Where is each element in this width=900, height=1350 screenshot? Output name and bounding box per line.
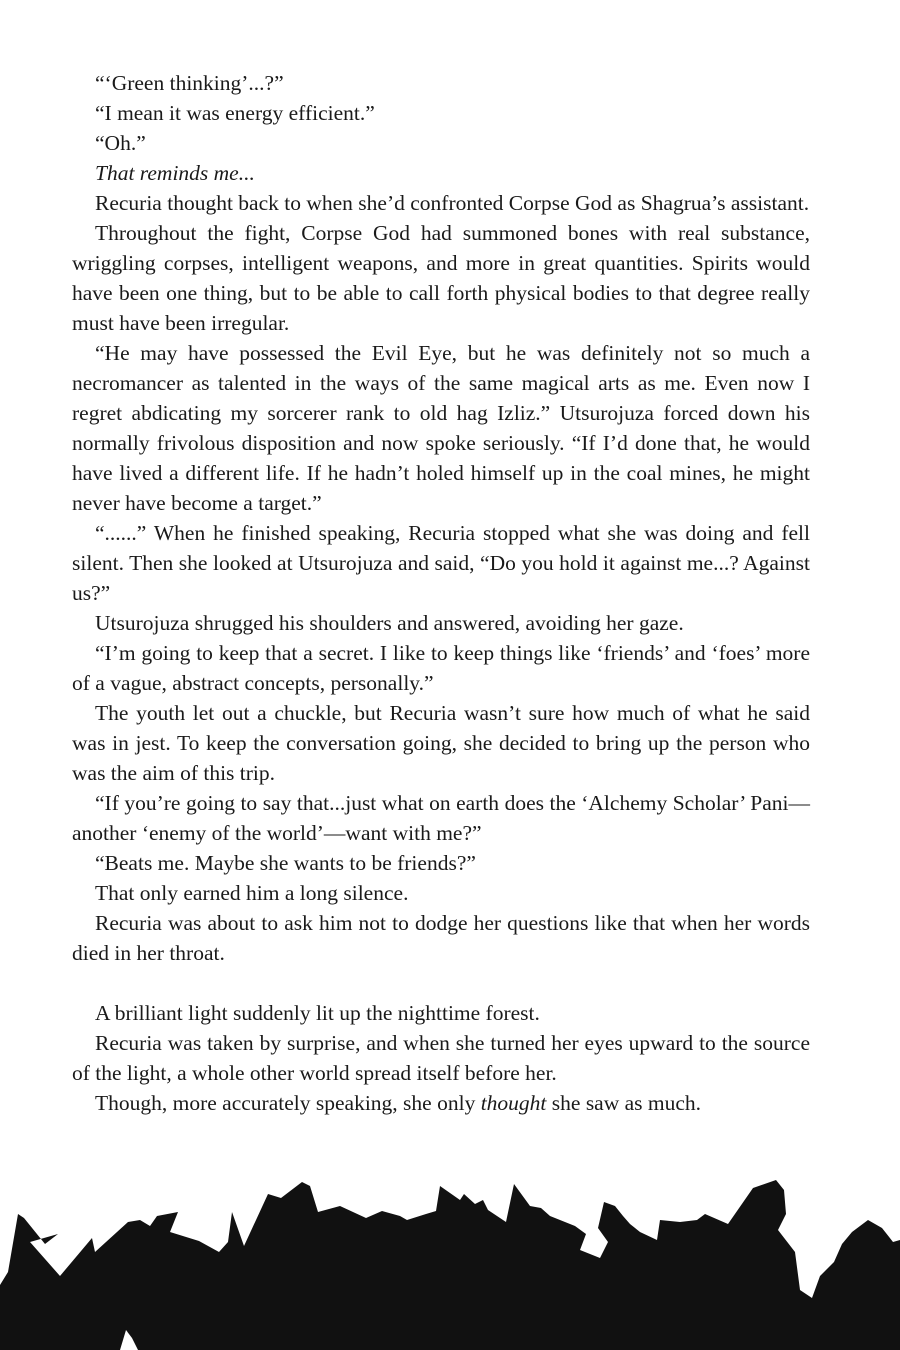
paragraph: Recuria was taken by surprise, and when she turned her eyes upward to the source of the light, a whole other world spread itself before her. <box>72 1031 810 1085</box>
paragraph: “......” When he finished speaking, Recuria stopped what she was doing and fell silent. Then she looked at Utsurojuza and said, “Do you hold it against me...? Against us?” <box>72 521 810 605</box>
paragraph: Utsurojuza shrugged his shoulders and answered, avoiding her gaze. <box>95 611 684 635</box>
text-run: she saw as much. <box>546 1091 702 1115</box>
paragraph: “Beats me. Maybe she wants to be friends?” <box>95 851 476 875</box>
paragraph: A brilliant light suddenly lit up the nighttime forest. <box>95 1001 540 1025</box>
paragraph: Recuria was about to ask him not to dodge her questions like that when her words died in her throat. <box>72 911 810 965</box>
paragraph: “‘Green thinking’...?” <box>95 71 284 95</box>
italic-thought: That reminds me... <box>95 161 255 185</box>
paragraph: That only earned him a long silence. <box>95 881 409 905</box>
paragraph: Throughout the fight, Corpse God had summoned bones with real substance, wriggling corpses, intelligent weapons, and more in great quantities. Spirits would have been one thing, but to be able to call forth physical bodies to that degree really must have been irregular. <box>72 221 810 335</box>
jagged-shards-shape <box>0 1180 900 1350</box>
jagged-silhouette-decoration <box>0 1180 900 1350</box>
text-run: Though, more accurately speaking, she only <box>95 1091 481 1115</box>
paragraph: “I mean it was energy efficient.” <box>95 101 375 125</box>
paragraph: Recuria thought back to when she’d confronted Corpse God as Shagrua’s assistant. <box>95 191 810 215</box>
paragraph: “Oh.” <box>95 131 146 155</box>
paragraph: “He may have possessed the Evil Eye, but he was definitely not so much a necromancer as talented in the ways of the same magical arts as me. Even now I regret abdicating my sorcerer rank to old hag Izliz.” Utsurojuza forced down his normally frivolous disposition and now spoke seriously. “If I’d done that, he would have lived a different life. If he hadn’t holed himself up in the coal mines, he might never have become a target.” <box>72 341 810 515</box>
paragraph: “If you’re going to say that...just what on earth does the ‘Alchemy Scholar’ Pani—another ‘enemy of the world’—want with me?” <box>72 791 810 845</box>
paragraph <box>72 1088 810 1118</box>
paragraph: “I’m going to keep that a secret. I like to keep things like ‘friends’ and ‘foes’ more of a vague, abstract concepts, personally.” <box>72 641 810 695</box>
paragraph <box>72 158 810 188</box>
paragraph: The youth let out a chuckle, but Recuria wasn’t sure how much of what he said was in jest. To keep the conversation going, she decided to bring up the person who was the aim of this trip. <box>72 701 810 785</box>
scene-break <box>72 968 810 998</box>
italic-word: thought <box>480 1091 547 1115</box>
page-body <box>72 68 810 1118</box>
